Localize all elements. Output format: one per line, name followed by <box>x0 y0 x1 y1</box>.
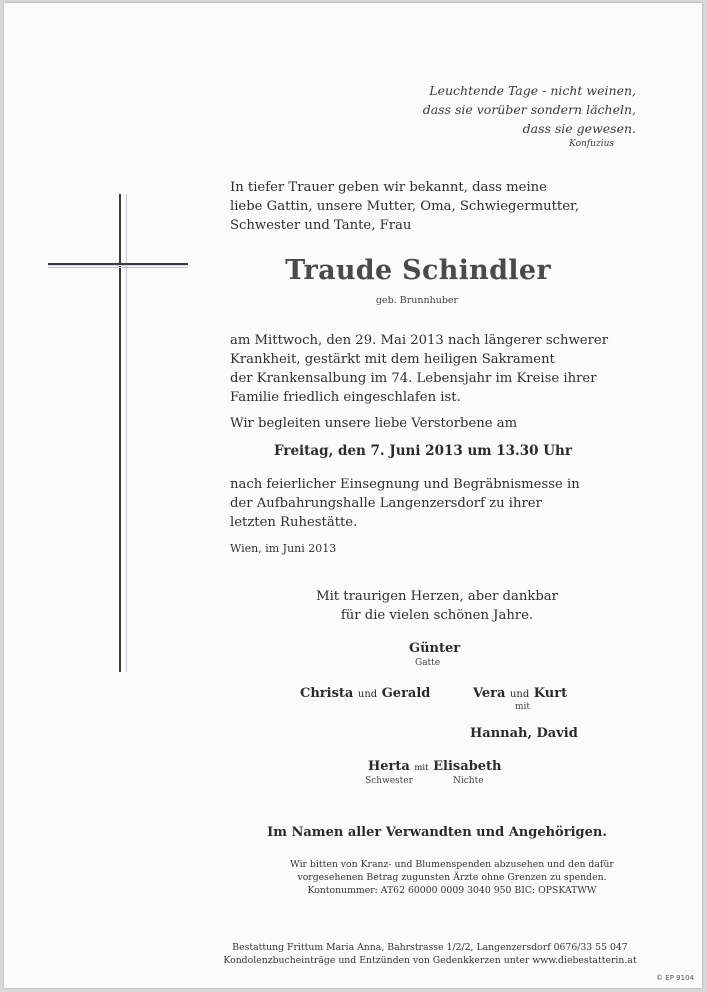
mourner-christa: Christa <box>300 686 354 701</box>
intro-line: liebe Gattin, unsere Mutter, Oma, Schwiegermutter, <box>230 199 580 214</box>
footer-block <box>220 941 640 967</box>
intro-paragraph <box>230 178 579 235</box>
mourner-elisabeth-relation: Nichte <box>453 776 484 786</box>
mourner-christa-gerald <box>300 686 430 701</box>
notice-line: Krankheit, gestärkt mit dem heiligen Sakrament <box>230 352 555 367</box>
intro-line: In tiefer Trauer geben wir bekannt, dass meine <box>230 180 547 195</box>
ceremony-line: nach feierlicher Einsegnung und Begräbnismesse in <box>230 477 580 492</box>
funeral-date: Freitag, den 7. Juni 2013 um 13.30 Uhr <box>274 443 572 459</box>
ceremony-line: der Aufbahrungshalle Langenzersdorf zu ihrer <box>230 496 542 511</box>
notice-line: der Krankensalbung im 74. Lebensjahr im Kreise ihrer <box>230 371 597 386</box>
conjunction-und: und <box>509 689 530 700</box>
ceremony-paragraph <box>230 475 580 532</box>
birth-name: geb. Brunnhuber <box>375 295 459 306</box>
quote-line: dass sie gewesen. <box>522 121 636 136</box>
mourner-herta-elisabeth <box>368 759 501 774</box>
mourner-gerald: Gerald <box>381 686 431 701</box>
mourner-spouse-relation: Gatte <box>415 658 441 668</box>
mourner-vera-kurt <box>473 686 567 701</box>
notice-line: Familie friedlich eingeschlafen ist. <box>230 390 461 405</box>
conjunction-mit: mit <box>515 702 531 712</box>
footer-line: Bestattung Frittum Maria Anna, Bahrstrasse 1/2/2, Langenzersdorf 0676/33 55 047 <box>232 942 628 953</box>
conjunction-mit: mit <box>414 763 429 773</box>
donation-request <box>232 858 672 897</box>
thanks-line: Mit traurigen Herzen, aber dankbar <box>316 589 558 604</box>
donation-line: Kontonummer: AT62 60000 0009 3040 950 BIC: OPSKATWW <box>307 885 597 896</box>
notice-line: am Mittwoch, den 29. Mai 2013 nach längerer schwerer <box>230 333 608 348</box>
mourner-herta-relation: Schwester <box>365 776 413 786</box>
family-note: Im Namen aller Verwandten und Angehörigen. <box>267 825 607 840</box>
conjunction-und: und <box>357 689 378 700</box>
print-code: © EP 9104 <box>656 974 694 982</box>
thanks-line: für die vielen schönen Jahre. <box>340 608 534 623</box>
donation-line: Wir bitten von Kranz- und Blumenspenden abzusehen und den dafür <box>290 859 614 870</box>
mourner-grandchildren: Hannah, David <box>470 726 578 741</box>
mourner-spouse: Günter <box>409 641 461 656</box>
quote-line: Leuchtende Tage - nicht weinen, <box>429 83 636 98</box>
accompany-line: Wir begleiten unsere liebe Verstorbene am <box>230 416 518 431</box>
mourner-herta: Herta <box>368 759 410 774</box>
mourner-kurt: Kurt <box>533 686 568 701</box>
quote-block <box>423 81 636 150</box>
quote-author: Konfuzius <box>569 139 614 149</box>
death-notice-paragraph <box>230 331 608 407</box>
thanks-block <box>232 587 642 625</box>
mourner-elisabeth: Elisabeth <box>433 759 502 774</box>
footer-line: Kondolenzbucheinträge und Entzünden von Gedenkkerzen unter www.diebestatterin.at <box>223 955 637 966</box>
ceremony-line: letzten Ruhestätte. <box>230 515 358 530</box>
mourner-vera: Vera <box>473 686 506 701</box>
deceased-name: Traude Schindler <box>285 255 551 286</box>
obituary-sheet <box>4 3 702 988</box>
place-date: Wien, im Juni 2013 <box>230 542 337 555</box>
intro-line: Schwester und Tante, Frau <box>230 218 412 233</box>
donation-line: vorgesehenen Betrag zugunsten Ärzte ohne Grenzen zu spenden. <box>297 872 607 883</box>
quote-line: dass sie vorüber sondern lächeln, <box>422 102 636 117</box>
